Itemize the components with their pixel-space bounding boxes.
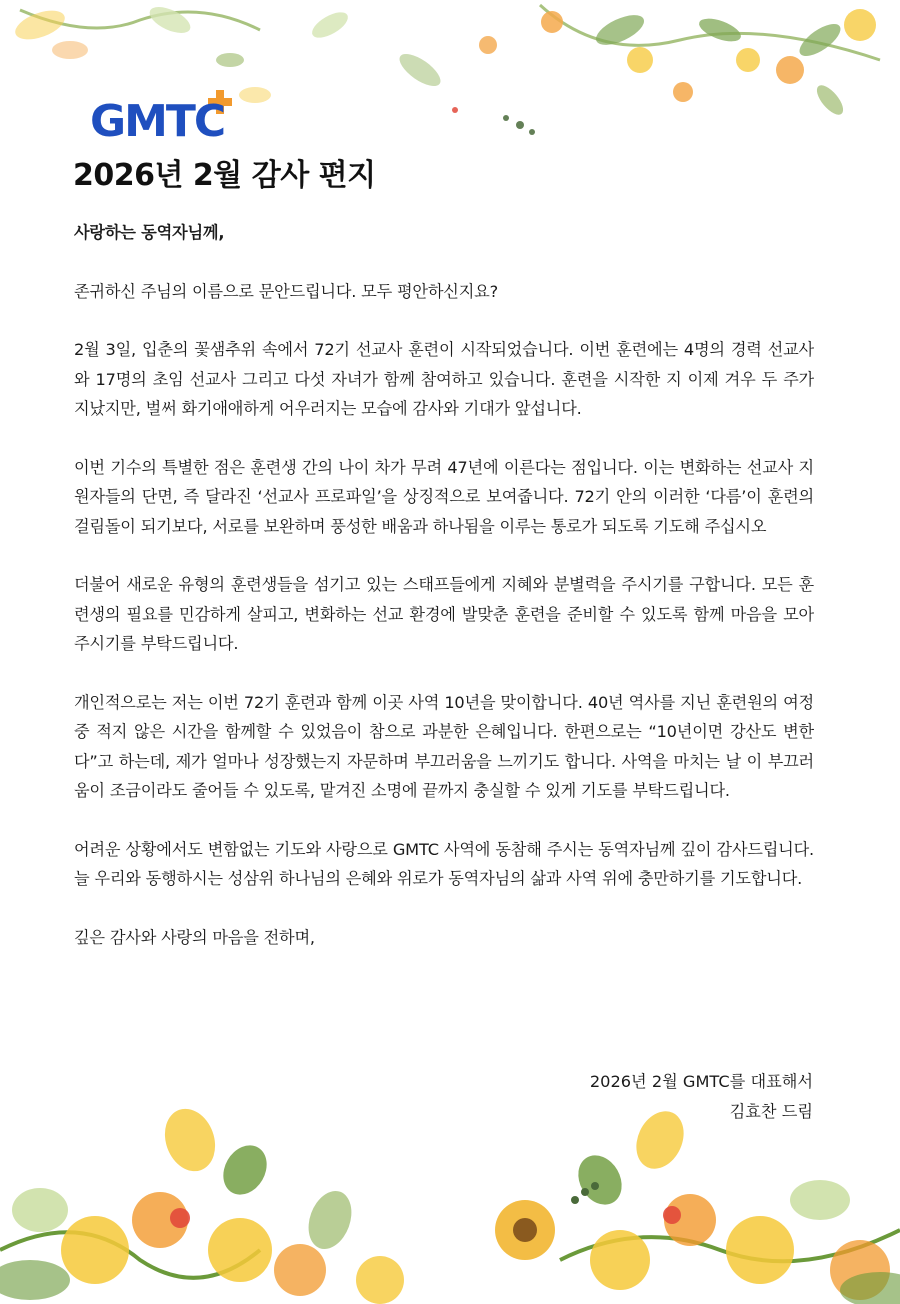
signature: 김효찬 드림 (729, 1101, 813, 1121)
letter-paragraph: 존귀하신 주님의 이름으로 문안드립니다. 모두 평안하신지요? (74, 281, 498, 301)
letter-paragraph: 이번 기수의 특별한 점은 훈련생 간의 나이 차가 무려 47년에 이른다는 점입니다. 이는 변화하는 선교사 지원자들의 단면, 즉 달라진 ‘선교사 프로파일’을 상징적으로 보여줍니다. 72기 안의 이러한 ‘다름’이 훈련의 걸림돌이 되기보다, 서로를 보완하며 풍성한 배움과 하나됨을 이루는 통로가 되도록 기도해 주십시오 (74, 457, 814, 536)
letter-paragraph: 2월 3일, 입춘의 꽃샘추위 속에서 72기 선교사 훈련이 시작되었습니다. 이번 훈련에는 4명의 경력 선교사와 17명의 초임 선교사 그리고 다섯 자녀가 함께 참여하고 있습니다. 훈련을 시작한 지 이제 겨우 두 주가 지났지만, 벌써 화기애애하게 어우러지는 모습에 감사와 기대가 앞섭니다. (74, 340, 814, 418)
letter-body (74, 218, 814, 952)
closing-line: 깊은 감사와 사랑의 마음을 전하며, (74, 927, 315, 947)
gmtc-logo (90, 88, 250, 144)
salutation: 사랑하는 동역자님께, (74, 223, 225, 242)
floral-border-bottom (0, 1100, 900, 1304)
letter-paragraph: 더불어 새로운 유형의 훈련생들을 섬기고 있는 스태프들에게 지혜와 분별력을 주시기를 구합니다. 모든 훈련생의 필요를 민감하게 살피고, 변화하는 선교 환경에 발맞춘 훈련을 준비할 수 있도록 함께 마음을 모아 주시기를 부탁드립니다. (74, 575, 814, 653)
letter-title: 2026년 2월 감사 편지 (73, 158, 376, 193)
letter-paragraph: 어려운 상황에서도 변함없는 기도와 사랑으로 GMTC 사역에 동참해 주시는 동역자님께 깊이 감사드립니다. 늘 우리와 동행하시는 성삼위 하나님의 은혜와 위로가 동역자님의 삶과 사역 위에 충만하기를 기도합니다. (74, 839, 814, 888)
closing-date: 2026년 2월 GMTC를 대표해서 (589, 1072, 813, 1091)
letter-paragraph: 개인적으로는 저는 이번 72기 훈련과 함께 이곳 사역 10년을 맞이합니다. 40년 역사를 지닌 훈련원의 여정 중 적지 않은 시간을 함께할 수 있었음이 참으로 과분한 은혜입니다. 한편으로는 “10년이면 강산도 변한다”고 하는데, 제가 얼마나 성장했는지 자문하며 부끄러움을 느끼기도 합니다. 사역을 마치는 날 이 부끄러움이 조금이라도 줄어들 수 있도록, 맡겨진 소명에 끝까지 충실할 수 있게 기도를 부탁드립니다. (74, 692, 814, 800)
svg-text:GMTC: GMTC (90, 96, 225, 144)
